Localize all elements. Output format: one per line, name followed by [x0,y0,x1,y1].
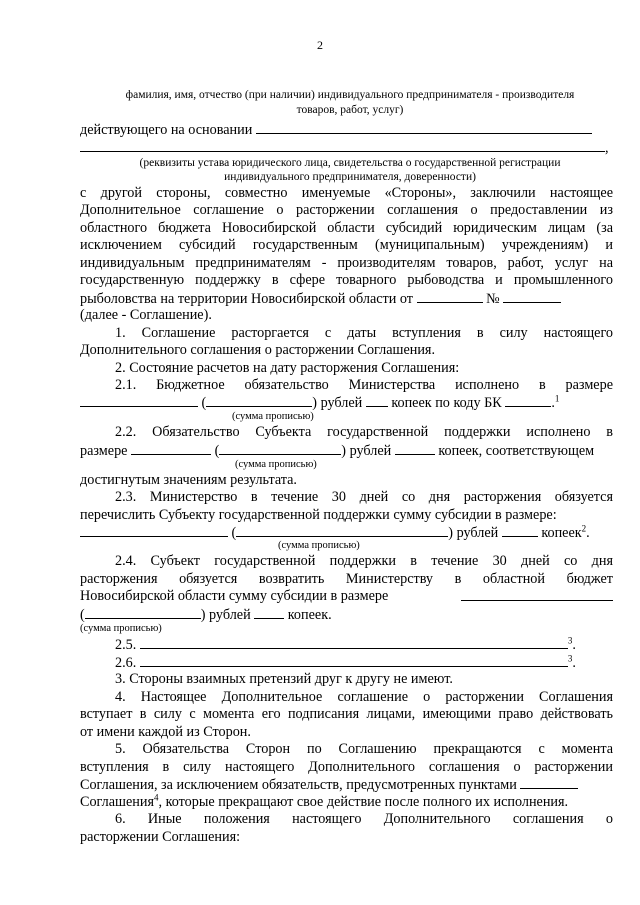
intro-line: индивидуальным предпринимателям - производителям товаров, работ, услуг на [80,255,613,271]
para-6-line: расторжении Соглашения: [80,829,241,845]
para-2-6: 2.6. $^3$. [115,653,576,671]
para-2-4-line: расторжения обязуется возвратить Министерству в областной бюджет [80,571,613,587]
para-1-line: Дополнительного соглашения о расторжении Соглашения. [80,342,435,358]
sum-words-note: (сумма прописью) [232,411,314,422]
para-5-line: Соглашения, за исключением обязательств, предусмотренных пунктами [80,776,613,794]
para-5-line: 5. Обязательства Сторон по Соглашению прекращаются с момента [115,741,613,757]
para-2: 2. Состояние расчетов на дату расторжения Соглашения: [115,360,460,376]
para-4-line: вступает в силу с момента его подписания лицами, имеющими право действовать [80,706,613,722]
intro-line: областного бюджета Новосибирской области субсидий юридическим лицам (за [80,220,613,236]
page-number: 2 [317,38,323,52]
para-5-line: вступления в силу настоящего Дополнительного соглашения о расторжении [80,759,613,775]
intro-last-line: рыболовства на территории Новосибирской области от № [80,290,613,308]
sum-words-note: (сумма прописью) [80,623,162,634]
para-4-line: от имени каждой из Сторон. [80,724,251,740]
para-2-1-lead: 2.1. Бюджетное обязательство Министерства исполнено в размере [115,377,613,393]
para-2-1-amount: ( ) рублей копеек по коду БК .$^1$ [80,394,613,412]
intro-end: (далее - Соглашение). [80,307,212,323]
para-2-4-line: Новосибирской области сумму субсидии в размере [80,588,613,605]
intro-line: исключением субсидий государственным (муниципальным) учреждениям) и [80,237,613,253]
para-2-2-lead: 2.2. Обязательство Субъекта государственной поддержки исполнено в [115,424,613,440]
para-3: 3. Стороны взаимных претензий друг к другу не имеют. [115,671,453,687]
para-2-4-line: 2.4. Субъект государственной поддержки в течение 30 дней со дня [115,553,613,569]
sum-words-note: (сумма прописью) [278,540,360,551]
para-1-line: 1. Соглашение расторгается с даты вступления в силу настоящего [115,325,613,341]
sum-words-note: (сумма прописью) [235,459,317,470]
header-caption-1: фамилия, имя, отчество (при наличии) индивидуального предпринимателя - производителя [125,89,575,101]
basis-caption-1: (реквизиты устава юридического лица, свидетельства о государственной регистрации [139,157,561,169]
header-caption-2: товаров, работ, услуг) [296,104,404,116]
para-5-end: Соглашения$^4$, которые прекращают свое действие после полного их исполнения. [80,792,569,810]
basis-caption-2: индивидуального предпринимателя, доверенности) [224,171,476,183]
intro-line: Дополнительное соглашение о расторжении соглашения о предоставлении из [80,202,613,218]
para-4-line: 4. Настоящее Дополнительное соглашение о расторжении Соглашения [115,689,613,705]
para-2-3-lead: 2.3. Министерство в течение 30 дней со дня расторжения обязуется [115,489,613,505]
para-2-4-amount: ( ) рублей копеек. [80,607,332,623]
para-6-line: 6. Иные положения настоящего Дополнительного соглашения о [115,811,613,827]
para-2-2-tail: достигнутым значениям результата. [80,472,297,488]
para-2-5: 2.5. $^3$. [115,635,576,653]
para-2-2-amount: размере ( ) рублей копеек, соответствующем [80,443,595,459]
intro-line: государственную поддержку в сфере товарного рыбоводства и промышленного [80,272,613,288]
intro-line: с другой стороны, совместно именуемые «Стороны», заключили настоящее [80,185,613,201]
para-2-3-line: перечислить Субъекту государственной поддержки сумму субсидии в размере: [80,507,557,523]
basis-line-2: , [80,139,613,157]
basis-line: действующего на основании [80,121,613,139]
para-2-3-amount: ( ) рублей копеек$^2$. [80,524,613,542]
